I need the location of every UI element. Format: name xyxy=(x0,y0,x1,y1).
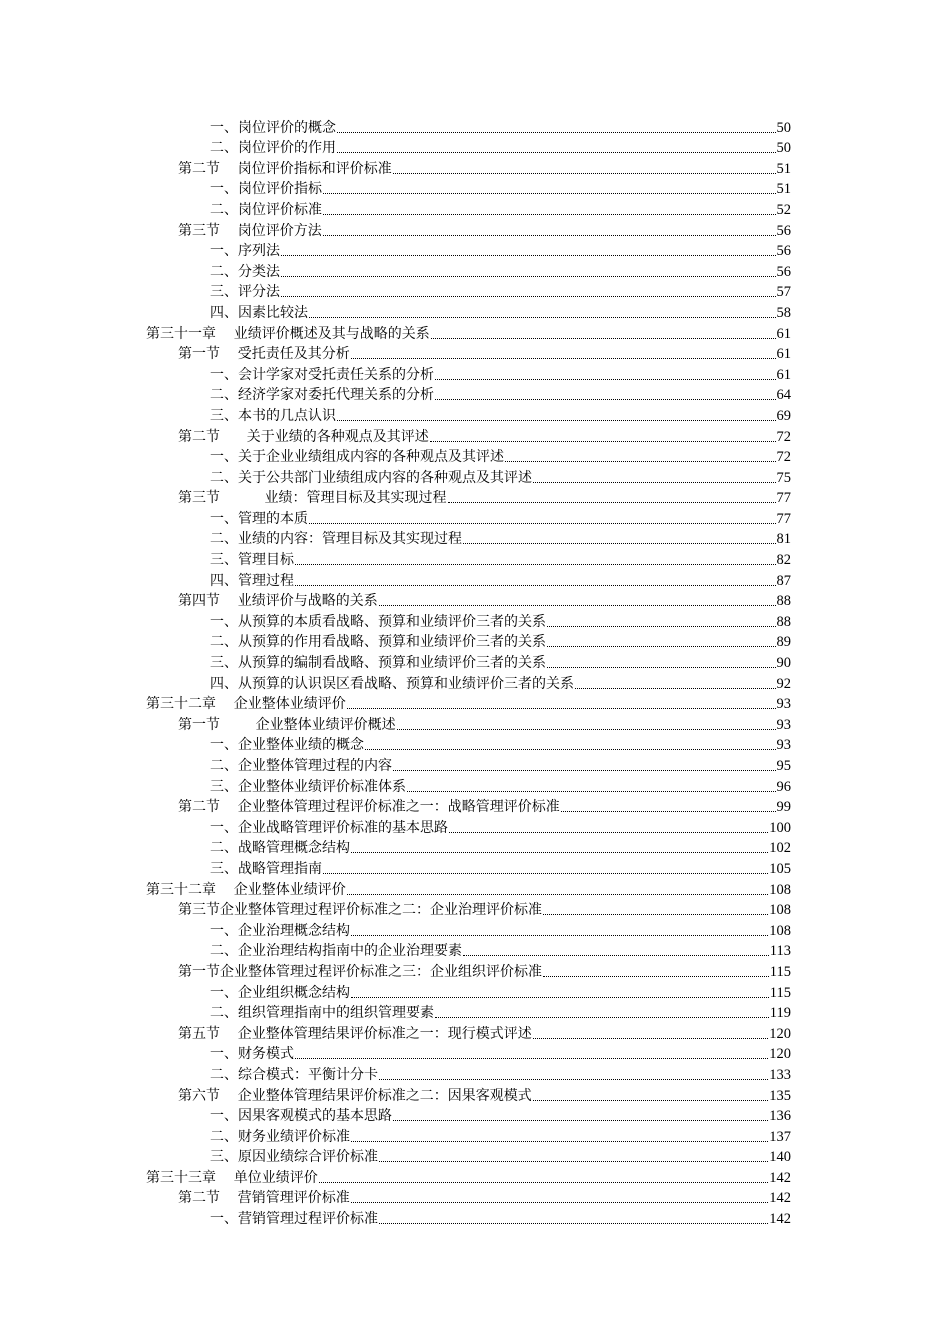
toc-dot-leader xyxy=(449,831,768,833)
toc-dot-leader xyxy=(379,604,776,606)
toc-entry-title: 二、综合模式：平衡计分卡 xyxy=(210,1066,378,1083)
toc-entry-title: 一、企业治理概念结构 xyxy=(210,922,350,939)
toc-subsection-entry[interactable] xyxy=(146,858,791,879)
toc-page-number: 61 xyxy=(776,325,791,342)
toc-dot-leader xyxy=(319,1181,768,1183)
toc-dot-leader xyxy=(561,810,776,812)
toc-subsection-entry[interactable] xyxy=(146,241,791,262)
toc-subsection-entry[interactable] xyxy=(146,179,791,200)
toc-subsection-entry[interactable] xyxy=(146,385,791,406)
toc-entry-title: 第二节 岗位评价指标和评价标准 xyxy=(178,160,392,177)
toc-page-number: 142 xyxy=(769,1190,791,1207)
toc-entry-title: 二、经济学家对委托代理关系的分析 xyxy=(210,387,434,404)
toc-subsection-entry[interactable] xyxy=(146,364,791,385)
toc-subsection-entry[interactable] xyxy=(146,570,791,591)
toc-section-entry[interactable] xyxy=(146,220,791,241)
toc-entry-title: 第二节 关于业绩的各种观点及其评述 xyxy=(178,428,429,445)
toc-subsection-entry[interactable] xyxy=(146,1003,791,1024)
toc-subsection-entry[interactable] xyxy=(146,467,791,488)
toc-page-number: 108 xyxy=(769,881,791,898)
toc-page-number: 72 xyxy=(776,428,791,445)
toc-dot-leader xyxy=(379,1078,768,1080)
toc-entry-title: 一、财务模式 xyxy=(210,1046,294,1063)
toc-subsection-entry[interactable] xyxy=(146,117,791,138)
toc-page-number: 93 xyxy=(776,696,791,713)
toc-dot-leader xyxy=(337,151,776,153)
toc-dot-leader xyxy=(351,996,769,998)
toc-entry-title: 第一节企业整体管理过程评价标准之三：企业组织评价标准 xyxy=(178,963,542,980)
toc-subsection-entry[interactable] xyxy=(146,776,791,797)
toc-dot-leader xyxy=(347,707,776,709)
toc-entry-title: 第四节 业绩评价与战略的关系 xyxy=(178,593,378,610)
toc-dot-leader xyxy=(365,748,776,750)
toc-subsection-entry[interactable] xyxy=(146,261,791,282)
toc-page-number: 99 xyxy=(776,799,791,816)
toc-dot-leader xyxy=(393,1119,768,1121)
toc-section-entry[interactable] xyxy=(146,591,791,612)
toc-entry-title: 二、岗位评价的作用 xyxy=(210,140,336,157)
toc-dot-leader xyxy=(543,913,768,915)
toc-dot-leader xyxy=(351,1140,768,1142)
toc-subsection-entry[interactable] xyxy=(146,447,791,468)
toc-entry-title: 二、企业治理结构指南中的企业治理要素 xyxy=(210,943,462,960)
toc-dot-leader xyxy=(379,1160,768,1162)
toc-page-number: 90 xyxy=(776,655,791,672)
toc-page-number: 51 xyxy=(776,181,791,198)
toc-page-number: 102 xyxy=(769,840,791,857)
toc-entry-title: 第三十二章 企业整体业绩评价 xyxy=(146,881,346,898)
toc-page-number: 82 xyxy=(776,552,791,569)
toc-entry-title: 三、评分法 xyxy=(210,284,280,301)
toc-page-number: 88 xyxy=(776,613,791,630)
toc-dot-leader xyxy=(435,398,776,400)
toc-page-number: 119 xyxy=(769,1005,791,1022)
toc-dot-leader xyxy=(547,666,776,668)
toc-page-number: 51 xyxy=(776,160,791,177)
toc-page-number: 50 xyxy=(776,140,791,157)
toc-subsection-entry[interactable] xyxy=(146,632,791,653)
toc-dot-leader xyxy=(351,357,776,359)
toc-chapter-entry[interactable] xyxy=(146,323,791,344)
toc-entry-title: 第一节 受托责任及其分析 xyxy=(178,346,350,363)
toc-dot-leader xyxy=(281,275,776,277)
toc-entry-title: 二、财务业绩评价标准 xyxy=(210,1128,350,1145)
toc-page-number: 61 xyxy=(776,346,791,363)
toc-dot-leader xyxy=(430,440,776,442)
toc-dot-leader xyxy=(448,501,776,503)
toc-dot-leader xyxy=(407,790,776,792)
toc-chapter-entry[interactable] xyxy=(146,694,791,715)
toc-dot-leader xyxy=(347,893,768,895)
toc-entry-title: 第三十三章 单位业绩评价 xyxy=(146,1169,318,1186)
toc-page-number: 50 xyxy=(776,119,791,136)
toc-subsection-entry[interactable] xyxy=(146,838,791,859)
toc-entry-title: 四、因素比较法 xyxy=(210,304,308,321)
toc-subsection-entry[interactable] xyxy=(146,735,791,756)
toc-subsection-entry[interactable] xyxy=(146,1064,791,1085)
toc-entry-title: 一、营销管理过程评价标准 xyxy=(210,1211,378,1228)
toc-subsection-entry[interactable] xyxy=(146,755,791,776)
toc-entry-title: 三、管理目标 xyxy=(210,552,294,569)
toc-dot-leader xyxy=(337,131,776,133)
toc-entry-title: 第五节 企业整体管理结果评价标准之一：现行模式评述 xyxy=(178,1025,532,1042)
toc-page-number: 120 xyxy=(769,1025,791,1042)
toc-page-number: 93 xyxy=(776,716,791,733)
toc-entry-title: 三、原因业绩综合评价标准 xyxy=(210,1149,378,1166)
toc-dot-leader xyxy=(281,295,776,297)
toc-page-number: 57 xyxy=(776,284,791,301)
toc-entry-title: 二、企业整体管理过程的内容 xyxy=(210,758,392,774)
toc-dot-leader xyxy=(295,584,776,586)
toc-entry-title: 二、业绩的内容：管理目标及其实现过程 xyxy=(210,531,462,548)
toc-section-entry[interactable] xyxy=(146,1085,791,1106)
toc-chapter-entry[interactable] xyxy=(146,1167,791,1188)
toc-subsection-entry[interactable] xyxy=(146,611,791,632)
toc-page-number: 52 xyxy=(776,201,791,218)
toc-entry-title: 三、战略管理指南 xyxy=(210,860,322,877)
toc-dot-leader xyxy=(431,337,776,339)
toc-section-entry[interactable] xyxy=(146,797,791,818)
toc-subsection-entry[interactable] xyxy=(146,138,791,159)
toc-dot-leader xyxy=(397,728,776,730)
toc-entry-title: 第三节企业整体管理过程评价标准之二：企业治理评价标准 xyxy=(178,902,542,919)
toc-subsection-entry[interactable] xyxy=(146,529,791,550)
toc-dot-leader xyxy=(463,954,769,956)
toc-subsection-entry[interactable] xyxy=(146,405,791,426)
toc-entry-title: 第二节 企业整体管理过程评价标准之一：战略管理评价标准 xyxy=(178,799,560,816)
toc-page-number: 64 xyxy=(776,387,791,404)
toc-page-number: 100 xyxy=(769,819,791,836)
toc-entry-title: 二、组织管理指南中的组织管理要素 xyxy=(210,1005,434,1022)
toc-dot-leader xyxy=(351,1201,768,1203)
toc-page-number: 89 xyxy=(776,634,791,651)
toc-dot-leader xyxy=(309,316,776,318)
toc-entry-title: 二、战略管理概念结构 xyxy=(210,840,350,857)
toc-entry-title: 一、管理的本质 xyxy=(210,510,308,527)
toc-page-number: 87 xyxy=(776,572,791,589)
toc-page-number: 108 xyxy=(769,922,791,939)
toc-page-number: 56 xyxy=(776,263,791,280)
toc-section-entry[interactable] xyxy=(146,961,791,982)
toc-dot-leader xyxy=(543,975,769,977)
toc-section-entry[interactable] xyxy=(146,714,791,735)
toc-page-number: 92 xyxy=(776,675,791,692)
toc-dot-leader xyxy=(575,687,776,689)
toc-entry-title: 第三节 岗位评价方法 xyxy=(178,222,322,239)
toc-dot-leader xyxy=(337,419,776,421)
toc-page-number: 140 xyxy=(769,1149,791,1166)
toc-page-number: 77 xyxy=(776,490,791,507)
toc-page-number: 108 xyxy=(769,902,791,919)
toc-entry-title: 一、关于企业业绩组成内容的各种观点及其评述 xyxy=(210,449,504,466)
toc-subsection-entry[interactable] xyxy=(146,920,791,941)
toc-entry-title: 三、本书的几点认识 xyxy=(210,407,336,424)
toc-page-number: 56 xyxy=(776,222,791,239)
toc-page-number: 115 xyxy=(769,984,791,1001)
toc-page-number: 96 xyxy=(776,778,791,795)
toc-page-number: 105 xyxy=(769,860,791,877)
toc-page-number: 113 xyxy=(769,943,791,960)
toc-page-number: 95 xyxy=(776,758,791,774)
toc-page-number: 61 xyxy=(776,366,791,383)
toc-chapter-entry[interactable] xyxy=(146,879,791,900)
toc-page-number: 72 xyxy=(776,449,791,466)
toc-subsection-entry[interactable] xyxy=(146,282,791,303)
toc-dot-leader xyxy=(323,192,776,194)
toc-dot-leader xyxy=(309,522,776,524)
toc-dot-leader xyxy=(435,378,776,380)
toc-subsection-entry[interactable] xyxy=(146,982,791,1003)
toc-subsection-entry[interactable] xyxy=(146,1044,791,1065)
toc-entry-title: 一、从预算的本质看战略、预算和业绩评价三者的关系 xyxy=(210,613,546,630)
toc-dot-leader xyxy=(323,234,776,236)
toc-section-entry[interactable] xyxy=(146,158,791,179)
toc-section-entry[interactable] xyxy=(146,344,791,365)
toc-subsection-entry[interactable] xyxy=(146,817,791,838)
toc-dot-leader xyxy=(393,769,776,771)
toc-dot-leader xyxy=(379,1222,768,1224)
toc-entry-title: 三、企业整体业绩评价标准体系 xyxy=(210,778,406,795)
toc-page-number: 88 xyxy=(776,593,791,610)
toc-section-entry[interactable] xyxy=(146,1188,791,1209)
toc-section-entry[interactable] xyxy=(146,900,791,921)
toc-entry-title: 二、岗位评价标准 xyxy=(210,201,322,218)
toc-page-number: 77 xyxy=(776,510,791,527)
toc-subsection-entry[interactable] xyxy=(146,1126,791,1147)
toc-section-entry[interactable] xyxy=(146,488,791,509)
toc-dot-leader xyxy=(505,460,776,462)
toc-entry-title: 二、分类法 xyxy=(210,263,280,280)
toc-entry-title: 一、岗位评价指标 xyxy=(210,181,322,198)
toc-page-number: 120 xyxy=(769,1046,791,1063)
toc-subsection-entry[interactable] xyxy=(146,199,791,220)
toc-subsection-entry[interactable] xyxy=(146,1147,791,1168)
toc-section-entry[interactable] xyxy=(146,426,791,447)
toc-subsection-entry[interactable] xyxy=(146,1106,791,1127)
toc-entry-title: 一、企业组织概念结构 xyxy=(210,984,350,1001)
toc-dot-leader xyxy=(547,645,776,647)
toc-dot-leader xyxy=(351,934,768,936)
toc-entry-title: 一、岗位评价的概念 xyxy=(210,119,336,136)
toc-page-number: 75 xyxy=(776,469,791,486)
toc-dot-leader xyxy=(533,481,776,483)
toc-dot-leader xyxy=(295,1057,768,1059)
toc-entry-title: 第三十二章 企业整体业绩评价 xyxy=(146,696,346,713)
toc-page-number: 142 xyxy=(769,1169,791,1186)
toc-dot-leader xyxy=(547,625,776,627)
toc-subsection-entry[interactable] xyxy=(146,673,791,694)
toc-dot-leader xyxy=(323,872,768,874)
toc-section-entry[interactable] xyxy=(146,1023,791,1044)
toc-subsection-entry[interactable] xyxy=(146,302,791,323)
toc-dot-leader xyxy=(463,542,776,544)
toc-entry-title: 四、从预算的认识误区看战略、预算和业绩评价三者的关系 xyxy=(210,675,574,692)
toc-entry-title: 第一节 企业整体业绩评价概述 xyxy=(178,716,396,733)
toc-entry-title: 第二节 营销管理评价标准 xyxy=(178,1190,350,1207)
toc-page-number: 81 xyxy=(776,531,791,548)
toc-dot-leader xyxy=(295,563,776,565)
toc-dot-leader xyxy=(393,172,776,174)
toc-page-number: 135 xyxy=(769,1087,791,1104)
toc-entry-title: 一、因果客观模式的基本思路 xyxy=(210,1108,392,1125)
toc-entry-title: 四、管理过程 xyxy=(210,572,294,589)
toc-page-number: 136 xyxy=(769,1108,791,1125)
table-of-contents xyxy=(146,117,791,1229)
toc-page-number: 133 xyxy=(769,1066,791,1083)
toc-page-number: 56 xyxy=(776,243,791,260)
toc-entry-title: 一、企业整体业绩的概念 xyxy=(210,737,364,754)
toc-page-number: 93 xyxy=(776,737,791,754)
toc-dot-leader xyxy=(533,1099,768,1101)
toc-dot-leader xyxy=(533,1037,768,1039)
toc-page-number: 69 xyxy=(776,407,791,424)
toc-entry-title: 第六节 企业整体管理结果评价标准之二：因果客观模式 xyxy=(178,1087,532,1104)
toc-dot-leader xyxy=(351,851,768,853)
toc-entry-title: 一、会计学家对受托责任关系的分析 xyxy=(210,366,434,383)
toc-subsection-entry[interactable] xyxy=(146,941,791,962)
toc-entry-title: 二、从预算的作用看战略、预算和业绩评价三者的关系 xyxy=(210,634,546,651)
toc-dot-leader xyxy=(281,254,776,256)
toc-subsection-entry[interactable] xyxy=(146,508,791,529)
toc-entry-title: 第三节 业绩：管理目标及其实现过程 xyxy=(178,490,447,507)
toc-entry-title: 一、企业战略管理评价标准的基本思路 xyxy=(210,819,448,836)
toc-subsection-entry[interactable] xyxy=(146,652,791,673)
toc-page-number: 137 xyxy=(769,1128,791,1145)
toc-entry-title: 一、序列法 xyxy=(210,243,280,260)
toc-dot-leader xyxy=(435,1016,769,1018)
toc-entry-title: 二、关于公共部门业绩组成内容的各种观点及其评述 xyxy=(210,469,532,486)
toc-page-number: 58 xyxy=(776,304,791,321)
toc-dot-leader xyxy=(323,213,776,215)
toc-subsection-entry[interactable] xyxy=(146,549,791,570)
toc-entry-title: 三、从预算的编制看战略、预算和业绩评价三者的关系 xyxy=(210,655,546,672)
toc-page-number: 115 xyxy=(769,963,791,980)
toc-entry-title: 第三十一章 业绩评价概述及其与战略的关系 xyxy=(146,325,430,342)
toc-subsection-entry[interactable] xyxy=(146,1208,791,1229)
toc-page-number: 142 xyxy=(769,1211,791,1228)
